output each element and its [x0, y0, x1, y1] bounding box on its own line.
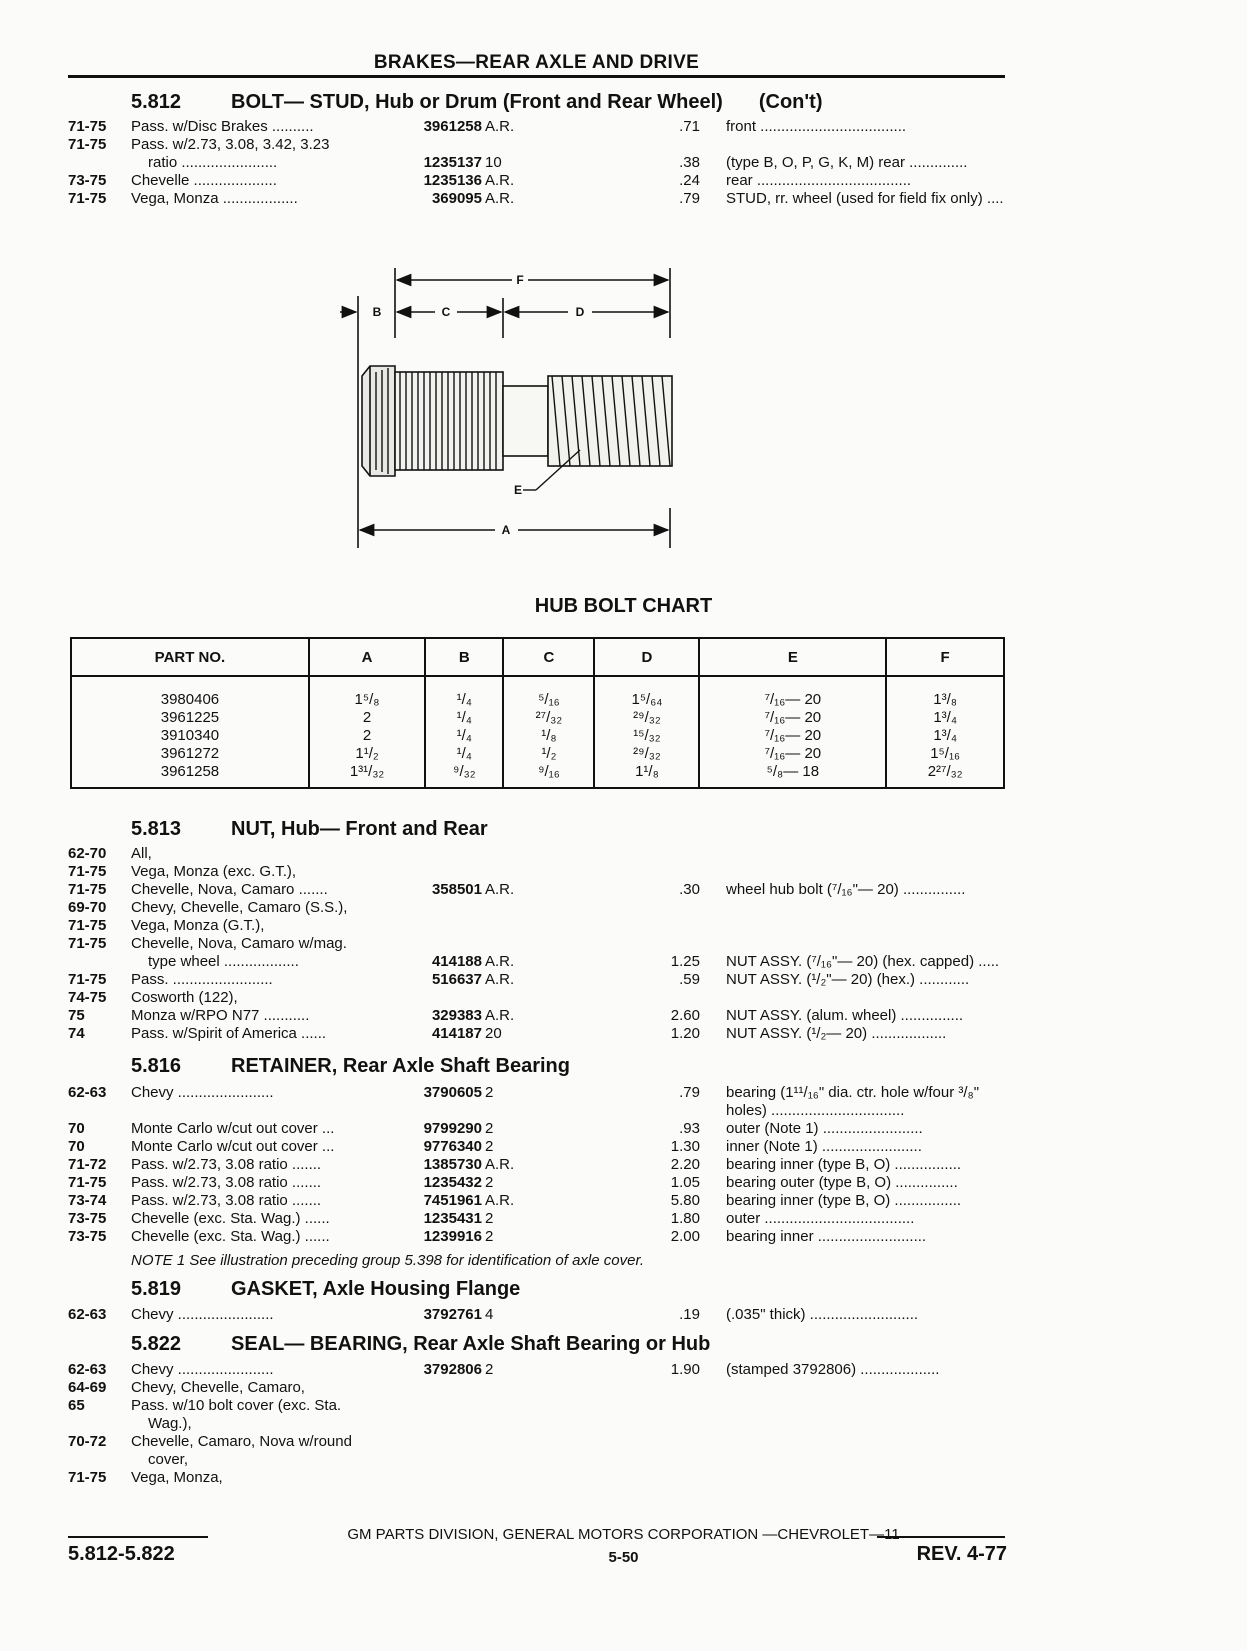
footer-revision: REV. 4-77 — [916, 1543, 1007, 1565]
remark: wheel hub bolt (⁷/₁₆"— 20) ............... — [726, 881, 966, 898]
table-cell: 1¹/₈ — [594, 763, 699, 788]
hub-bolt-chart-title: HUB BOLT CHART — [534, 595, 713, 617]
price: .79 — [679, 190, 700, 207]
quantity: 2 — [485, 1174, 494, 1191]
application: All, — [131, 845, 152, 862]
quantity: 20 — [485, 1025, 502, 1042]
remark: inner (Note 1) ........................ — [726, 1138, 922, 1155]
section-5822-heading — [131, 1333, 710, 1356]
footer-page-number: 5-50 — [608, 1549, 639, 1566]
table-cell: 1⁵/₈ — [309, 676, 425, 709]
dim-label-b: B — [372, 305, 382, 319]
table-cell: ¹⁵/₃₂ — [594, 727, 699, 745]
quantity: A.R. — [485, 1007, 515, 1024]
parts-row — [68, 917, 1028, 935]
part-number: 516637 — [431, 971, 482, 988]
model-year: 71-75 — [68, 881, 107, 898]
column-header: A — [309, 638, 425, 676]
parts-row — [68, 863, 1028, 881]
remark: NUT ASSY. (alum. wheel) ............... — [726, 1007, 964, 1024]
section-number: 5.812 — [131, 91, 182, 113]
model-year: 64-69 — [68, 1379, 107, 1396]
application: Chevy, Chevelle, Camaro (S.S.), — [131, 899, 348, 916]
page-header: BRAKES—REAR AXLE AND DRIVE — [373, 52, 700, 73]
section-5819-heading — [131, 1278, 520, 1301]
remark: NUT ASSY. (¹/₂— 20) .................. — [726, 1025, 947, 1042]
remark: rear ..................................... — [726, 172, 912, 189]
column-header: E — [699, 638, 886, 676]
price: 1.20 — [670, 1025, 700, 1042]
quantity: A.R. — [485, 1192, 515, 1209]
section-title: GASKET, Axle Housing Flange — [231, 1278, 521, 1300]
application: Vega, Monza (exc. G.T.), — [131, 863, 297, 880]
application: Pass. w/2.73, 3.08, 3.42, 3.23 — [131, 136, 330, 153]
model-year: 70-72 — [68, 1433, 107, 1450]
dim-label-c: C — [441, 305, 451, 319]
section-title: NUT, Hub— Front and Rear — [231, 818, 488, 840]
parts-row — [68, 881, 1028, 899]
parts-row — [68, 953, 1028, 971]
parts-row — [68, 190, 1028, 208]
part-number: 7451961 — [423, 1192, 482, 1209]
dim-label-a: A — [501, 523, 511, 537]
application: Chevy ....................... — [131, 1306, 274, 1323]
remark: STUD, rr. wheel (used for field fix only) .... — [726, 190, 1004, 207]
model-year: 71-75 — [68, 917, 107, 934]
remark: front ................................... — [726, 118, 907, 135]
parts-row — [68, 1156, 1028, 1174]
table-cell: ⁹/₁₆ — [503, 763, 594, 788]
model-year: 74-75 — [68, 989, 107, 1006]
application: Cosworth (122), — [131, 989, 238, 1006]
column-header: D — [594, 638, 699, 676]
column-header: F — [886, 638, 1004, 676]
table-cell: ²⁹/₃₂ — [594, 745, 699, 763]
application: Monte Carlo w/cut out cover ... — [131, 1138, 335, 1155]
section-5819-rows — [68, 1306, 1028, 1324]
header-rule — [68, 75, 1005, 78]
footer-publisher: GM PARTS DIVISION, GENERAL MOTORS CORPORATION —CHEVROLET—11 — [347, 1526, 900, 1543]
price: 1.30 — [670, 1138, 700, 1155]
model-year: 69-70 — [68, 899, 107, 916]
price: 1.25 — [670, 953, 700, 970]
parts-row — [68, 1306, 1028, 1324]
model-year: 70 — [68, 1120, 85, 1137]
price: .19 — [679, 1306, 700, 1323]
application: Chevelle, Camaro, Nova w/round — [131, 1433, 352, 1450]
parts-row — [68, 1379, 1028, 1397]
model-year: 65 — [68, 1397, 85, 1414]
application: Pass. w/2.73, 3.08 ratio ....... — [131, 1192, 322, 1209]
remark: (type B, O, P, G, K, M) rear .............. — [726, 154, 968, 171]
model-year: 73-75 — [68, 172, 107, 189]
quantity: A.R. — [485, 971, 515, 988]
application: Chevelle (exc. Sta. Wag.) ...... — [131, 1210, 330, 1227]
quantity: A.R. — [485, 172, 515, 189]
table-cell: 1⁵/₆₄ — [594, 676, 699, 709]
parts-row — [68, 1433, 1028, 1451]
table-cell: 1³/₈ — [886, 676, 1004, 709]
application: Pass. w/Spirit of America ...... — [131, 1025, 327, 1042]
section-5816-rows — [68, 1084, 1028, 1246]
application: Pass. ........................ — [131, 971, 273, 988]
part-number: 369095 — [431, 190, 482, 207]
parts-row — [68, 172, 1028, 190]
remark: bearing outer (type B, O) ............... — [726, 1174, 958, 1191]
table-cell: 1³/₄ — [886, 709, 1004, 727]
remark: outer .................................... — [726, 1210, 915, 1227]
part-number: 3790605 — [423, 1084, 482, 1101]
part-number: 358501 — [431, 881, 482, 898]
section-number: 5.822 — [131, 1333, 182, 1355]
section-number: 5.813 — [131, 818, 182, 840]
application: type wheel .................. — [148, 953, 299, 970]
table-cell: ⁷/₁₆— 20 — [699, 709, 886, 727]
table-cell: 3961272 — [71, 745, 309, 763]
quantity: 2 — [485, 1210, 494, 1227]
application: Pass. w/Disc Brakes .......... — [131, 118, 314, 135]
application: cover, — [148, 1451, 189, 1468]
part-number: 1235137 — [423, 154, 482, 171]
table-cell: ¹/₂ — [503, 745, 594, 763]
section-5812-rows — [68, 118, 1028, 208]
remark: outer (Note 1) ........................ — [726, 1120, 923, 1137]
model-year: 71-72 — [68, 1156, 107, 1173]
section-title: SEAL— BEARING, Rear Axle Shaft Bearing or Hub — [231, 1333, 711, 1355]
price: 1.80 — [670, 1210, 700, 1227]
price: .71 — [679, 118, 700, 135]
parts-row — [68, 136, 1028, 154]
model-year: 71-75 — [68, 971, 107, 988]
table-cell: 3980406 — [71, 676, 309, 709]
quantity: 10 — [485, 154, 502, 171]
part-number: 1385730 — [423, 1156, 482, 1173]
model-year: 75 — [68, 1007, 85, 1024]
parts-row — [68, 1102, 1028, 1120]
parts-row — [68, 1120, 1028, 1138]
part-number: 3792761 — [423, 1306, 482, 1323]
application: Vega, Monza .................. — [131, 190, 298, 207]
table-cell: 1⁵/₁₆ — [886, 745, 1004, 763]
price: 1.90 — [670, 1361, 700, 1378]
model-year: 71-75 — [68, 1174, 107, 1191]
price: 2.60 — [670, 1007, 700, 1024]
parts-row — [68, 1469, 1028, 1487]
table-cell: 3961225 — [71, 709, 309, 727]
parts-row — [68, 971, 1028, 989]
column-header: PART NO. — [71, 638, 309, 676]
quantity: A.R. — [485, 881, 515, 898]
dim-label-e: E — [513, 483, 523, 497]
application: ratio ....................... — [148, 154, 278, 171]
model-year: 62-63 — [68, 1306, 107, 1323]
price: 5.80 — [670, 1192, 700, 1209]
parts-row — [68, 1415, 1028, 1433]
application: Chevelle (exc. Sta. Wag.) ...... — [131, 1228, 330, 1245]
parts-row — [68, 118, 1028, 136]
application: Pass. w/10 bolt cover (exc. Sta. — [131, 1397, 342, 1414]
note-1: NOTE 1 See illustration preceding group 5.398 for identification of axle cover. — [131, 1252, 645, 1269]
quantity: 2 — [485, 1361, 494, 1378]
model-year: 73-74 — [68, 1192, 107, 1209]
price: .79 — [679, 1084, 700, 1101]
part-number: 3961258 — [423, 118, 482, 135]
parts-row — [68, 1174, 1028, 1192]
application: Vega, Monza, — [131, 1469, 223, 1486]
quantity: 4 — [485, 1306, 494, 1323]
part-number: 9776340 — [423, 1138, 482, 1155]
parts-row — [68, 1210, 1028, 1228]
table-row — [71, 745, 1004, 763]
remark: (stamped 3792806) ................... — [726, 1361, 940, 1378]
part-number: 329383 — [431, 1007, 482, 1024]
section-number: 5.819 — [131, 1278, 182, 1300]
model-year: 73-75 — [68, 1210, 107, 1227]
table-row — [71, 676, 1004, 709]
model-year: 71-75 — [68, 863, 107, 880]
section-5813-rows — [68, 845, 1028, 1043]
table-row — [71, 709, 1004, 727]
section-5812-heading — [131, 91, 822, 114]
table-row — [71, 763, 1004, 788]
model-year: 71-75 — [68, 1469, 107, 1486]
parts-row — [68, 899, 1028, 917]
section-5816-heading — [131, 1055, 570, 1078]
parts-row — [68, 935, 1028, 953]
parts-row — [68, 989, 1028, 1007]
price: 2.20 — [670, 1156, 700, 1173]
remark: (.035" thick) .......................... — [726, 1306, 919, 1323]
application: Chevelle .................... — [131, 172, 277, 189]
application: Chevy, Chevelle, Camaro, — [131, 1379, 305, 1396]
table-cell: 1³/₄ — [886, 727, 1004, 745]
parts-row — [68, 154, 1028, 172]
quantity: 2 — [485, 1228, 494, 1245]
quantity: 2 — [485, 1084, 494, 1101]
parts-row — [68, 1138, 1028, 1156]
table-cell: 2 — [309, 727, 425, 745]
table-cell: 1³¹/₃₂ — [309, 763, 425, 788]
application: Pass. w/2.73, 3.08 ratio ....... — [131, 1156, 322, 1173]
application: Monte Carlo w/cut out cover ... — [131, 1120, 335, 1137]
price: 2.00 — [670, 1228, 700, 1245]
part-number: 414187 — [431, 1025, 482, 1042]
footer-group-range: 5.812-5.822 — [68, 1543, 175, 1565]
hub-bolt-table — [70, 637, 1005, 789]
model-year: 71-75 — [68, 935, 107, 952]
quantity: A.R. — [485, 1156, 515, 1173]
model-year: 62-63 — [68, 1361, 107, 1378]
quantity: A.R. — [485, 118, 515, 135]
parts-row — [68, 1192, 1028, 1210]
application: Vega, Monza (G.T.), — [131, 917, 265, 934]
parts-row — [68, 1361, 1028, 1379]
price: .24 — [679, 172, 700, 189]
model-year: 70 — [68, 1138, 85, 1155]
price: .38 — [679, 154, 700, 171]
remark: holes) ................................ — [726, 1102, 905, 1119]
parts-row — [68, 1084, 1028, 1102]
column-header: C — [503, 638, 594, 676]
part-number: 1235431 — [423, 1210, 482, 1227]
table-cell: ⁵/₁₆ — [503, 676, 594, 709]
model-year: 71-75 — [68, 136, 107, 153]
application: Pass. w/2.73, 3.08 ratio ....... — [131, 1174, 322, 1191]
part-number: 1239916 — [423, 1228, 482, 1245]
part-number: 414188 — [431, 953, 482, 970]
price: .93 — [679, 1120, 700, 1137]
quantity: 2 — [485, 1120, 494, 1137]
application: Chevelle, Nova, Camaro w/mag. — [131, 935, 347, 952]
quantity: A.R. — [485, 953, 515, 970]
model-year: 73-75 — [68, 1228, 107, 1245]
application: Monza w/RPO N77 ........... — [131, 1007, 310, 1024]
remark: NUT ASSY. (¹/₂"— 20) (hex.) ............ — [726, 971, 970, 988]
section-title: RETAINER, Rear Axle Shaft Bearing — [231, 1055, 570, 1077]
table-cell: ¹/₄ — [425, 676, 503, 709]
remark: NUT ASSY. (⁷/₁₆"— 20) (hex. capped) ..... — [726, 953, 1000, 970]
part-number: 9799290 — [423, 1120, 482, 1137]
remark: bearing inner (type B, O) ................ — [726, 1192, 962, 1209]
price: .30 — [679, 881, 700, 898]
application: Chevy ....................... — [131, 1361, 274, 1378]
application: Chevelle, Nova, Camaro ....... — [131, 881, 328, 898]
parts-row — [68, 1228, 1028, 1246]
application: Chevy ....................... — [131, 1084, 274, 1101]
table-cell: ⁷/₁₆— 20 — [699, 676, 886, 709]
parts-row — [68, 1025, 1028, 1043]
table-cell: ⁵/₈— 18 — [699, 763, 886, 788]
model-year: 71-75 — [68, 190, 107, 207]
parts-row — [68, 1397, 1028, 1415]
model-year: 62-63 — [68, 1084, 107, 1101]
table-cell: ⁷/₁₆— 20 — [699, 727, 886, 745]
remark: bearing (1¹¹/₁₆" dia. ctr. hole w/four ³/₈" — [726, 1084, 980, 1101]
section-continued: (Con't) — [758, 91, 823, 113]
remark: bearing inner .......................... — [726, 1228, 927, 1245]
column-header: B — [425, 638, 503, 676]
section-5822-rows — [68, 1361, 1028, 1487]
table-cell: 2²⁷/₃₂ — [886, 763, 1004, 788]
parts-row — [68, 1007, 1028, 1025]
model-year: 74 — [68, 1025, 85, 1042]
table-row — [71, 727, 1004, 745]
table-cell: ²⁷/₃₂ — [503, 709, 594, 727]
dim-label-d: D — [575, 305, 585, 319]
table-cell: ¹/₄ — [425, 745, 503, 763]
parts-row — [68, 845, 1028, 863]
part-number: 1235136 — [423, 172, 482, 189]
hub-bolt-illustration — [340, 268, 710, 568]
table-cell: ¹/₄ — [425, 709, 503, 727]
parts-row — [68, 1451, 1028, 1469]
quantity: A.R. — [485, 190, 515, 207]
hub-bolt-drawing — [340, 268, 710, 573]
table-cell: ¹/₄ — [425, 727, 503, 745]
quantity: 2 — [485, 1138, 494, 1155]
table-cell: 3961258 — [71, 763, 309, 788]
section-5813-heading — [131, 818, 488, 841]
model-year: 71-75 — [68, 118, 107, 135]
table-cell: 3910340 — [71, 727, 309, 745]
table-cell: ⁹/₃₂ — [425, 763, 503, 788]
price: 1.05 — [670, 1174, 700, 1191]
table-cell: ²⁹/₃₂ — [594, 709, 699, 727]
application: Wag.), — [148, 1415, 192, 1432]
table-cell: ¹/₈ — [503, 727, 594, 745]
part-number: 3792806 — [423, 1361, 482, 1378]
remark: bearing inner (type B, O) ................ — [726, 1156, 962, 1173]
table-cell: ⁷/₁₆— 20 — [699, 745, 886, 763]
section-number: 5.816 — [131, 1055, 182, 1077]
section-title: BOLT— STUD, Hub or Drum (Front and Rear Wheel) — [231, 91, 723, 113]
model-year: 62-70 — [68, 845, 107, 862]
price: .59 — [679, 971, 700, 988]
dim-label-f: F — [516, 273, 524, 287]
table-cell: 2 — [309, 709, 425, 727]
table-cell: 1¹/₂ — [309, 745, 425, 763]
part-number: 1235432 — [423, 1174, 482, 1191]
